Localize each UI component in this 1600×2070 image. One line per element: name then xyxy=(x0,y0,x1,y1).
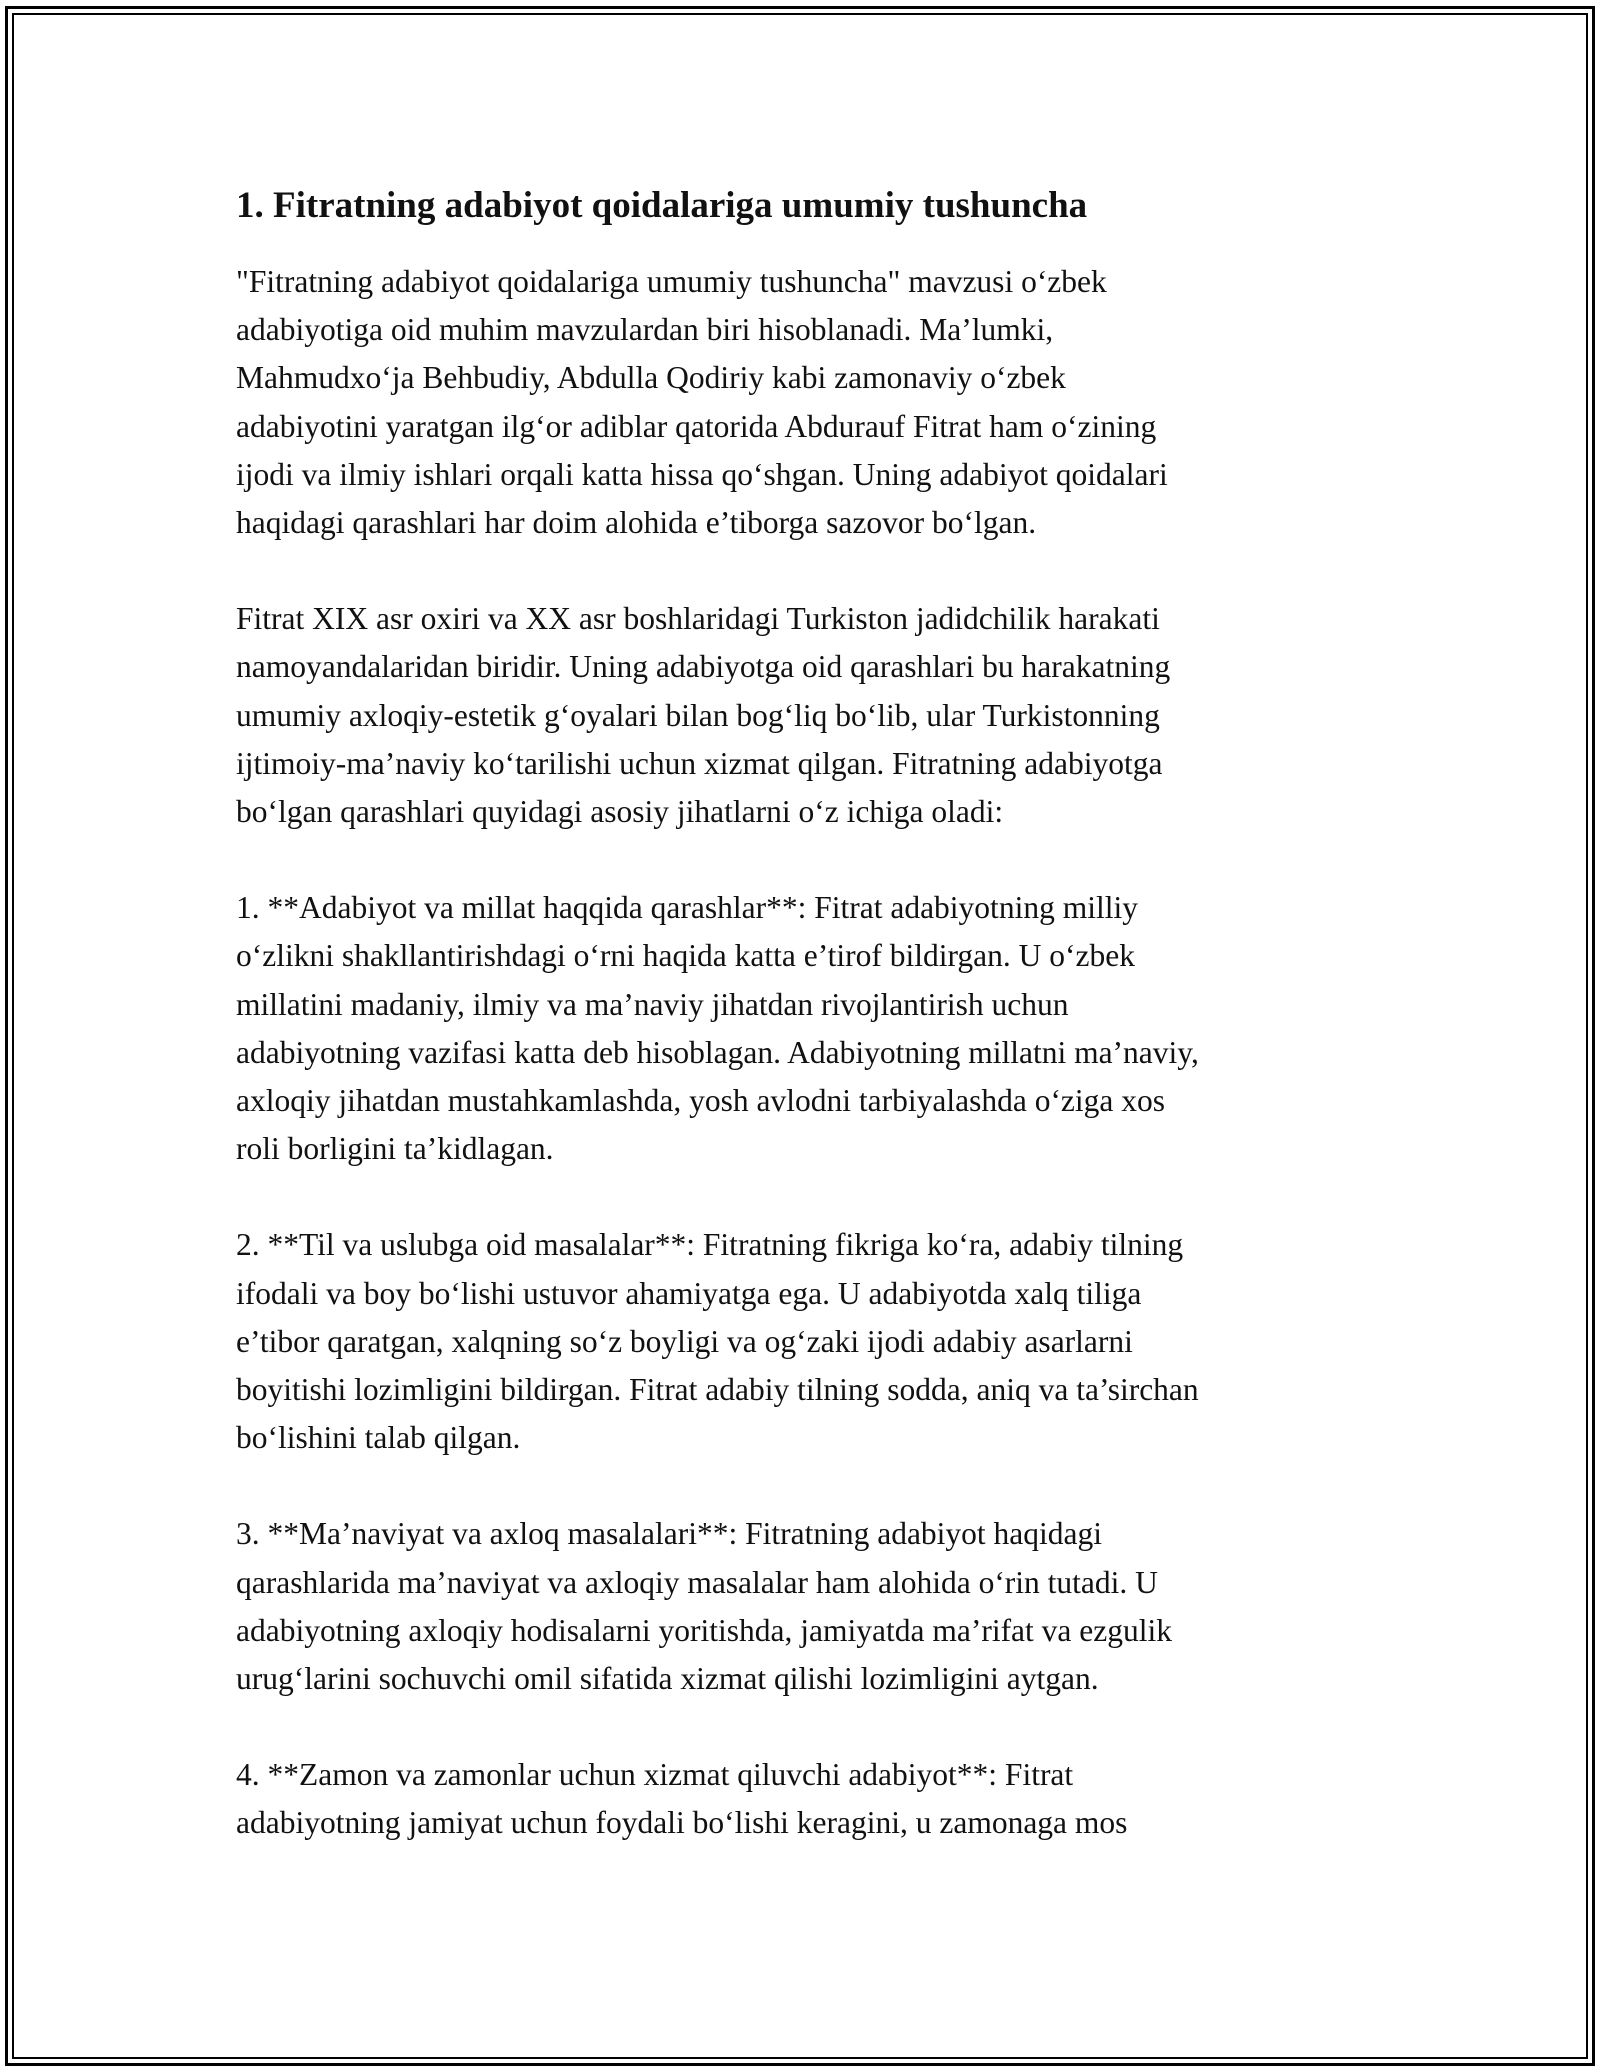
document-body xyxy=(236,180,1376,1848)
paragraph-point-4: 4. **Zamon va zamonlar uchun xizmat qiluvchi adabiyot**: Fitrat adabiyotning jamiyat uchun foydali bo‘lishi keragini, u zamonaga mos xyxy=(236,1757,1128,1841)
paragraph-point-1: 1. **Adabiyot va millat haqqida qarashlar**: Fitrat adabiyotning milliy o‘zlikni shakllantirishdagi o‘rni haqida katta e’tirof bildirgan. U o‘zbek millatini madaniy, ilmiy va ma’naviy jihatdan rivojlantirish uchun adabiyotning vazifasi katta deb hisoblagan. Adabiyotning millatni ma’naviy, axloqiy jihatdan mustahkamlashda, yosh avlodni tarbiyalashda o‘ziga xos roli borligini ta’kidlagan. xyxy=(236,890,1199,1167)
paragraph-point-3: 3. **Ma’naviyat va axloq masalalari**: Fitratning adabiyot haqidagi qarashlarida ma’naviyat va axloqiy masalalar ham alohida o‘rin tutadi. U adabiyotning axloqiy hodisalarni yoritishda, jamiyatda ma’rifat va ezgulik urug‘larini sochuvchi omil sifatida xizmat qilishi lozimligini aytgan. xyxy=(236,1516,1172,1697)
paragraph-intro: "Fitratning adabiyot qoidalariga umumiy tushuncha" mavzusi o‘zbek adabiyotiga oid muhim mavzulardan biri hisoblanadi. Ma’lumki, Mahmudxo‘ja Behbudiy, Abdulla Qodiriy kabi zamonaviy o‘zbek adabiyotini yaratgan ilg‘or adiblar qatorida Abdurauf Fitrat ham o‘zining ijodi va ilmiy ishlari orqali katta hissa qo‘shgan. Uning adabiyot qoidalari haqidagi qarashlari har doim alohida e’tiborga sazovor bo‘lgan. xyxy=(236,264,1168,541)
paragraph-fitrat-jadid: Fitrat XIX asr oxiri va XX asr boshlaridagi Turkiston jadidchilik harakati namoyandalaridan biridir. Uning adabiyotga oid qarashlari bu harakatning umumiy axloqiy-estetik g‘oyalari bilan bog‘liq bo‘lib, ular Turkistonning ijtimoiy-ma’naviy ko‘tarilishi uchun xizmat qilgan. Fitratning adabiyotga bo‘lgan qarashlari quyidagi asosiy jihatlarni o‘z ichiga oladi: xyxy=(236,601,1171,830)
paragraph-point-2: 2. **Til va uslubga oid masalalar**: Fitratning fikriga ko‘ra, adabiy tilning ifodali va boy bo‘lishi ustuvor ahamiyatga ega. U adabiyotda xalq tiliga e’tibor qaratgan, xalqning so‘z boyligi va og‘zaki ijodi adabiy asarlarni boyitishi lozimligini bildirgan. Fitrat adabiy tilning sodda, aniq va ta’sirchan bo‘lishini talab qilgan. xyxy=(236,1227,1199,1456)
document-title: 1. Fitratning adabiyot qoidalariga umumiy tushuncha xyxy=(236,185,1088,226)
